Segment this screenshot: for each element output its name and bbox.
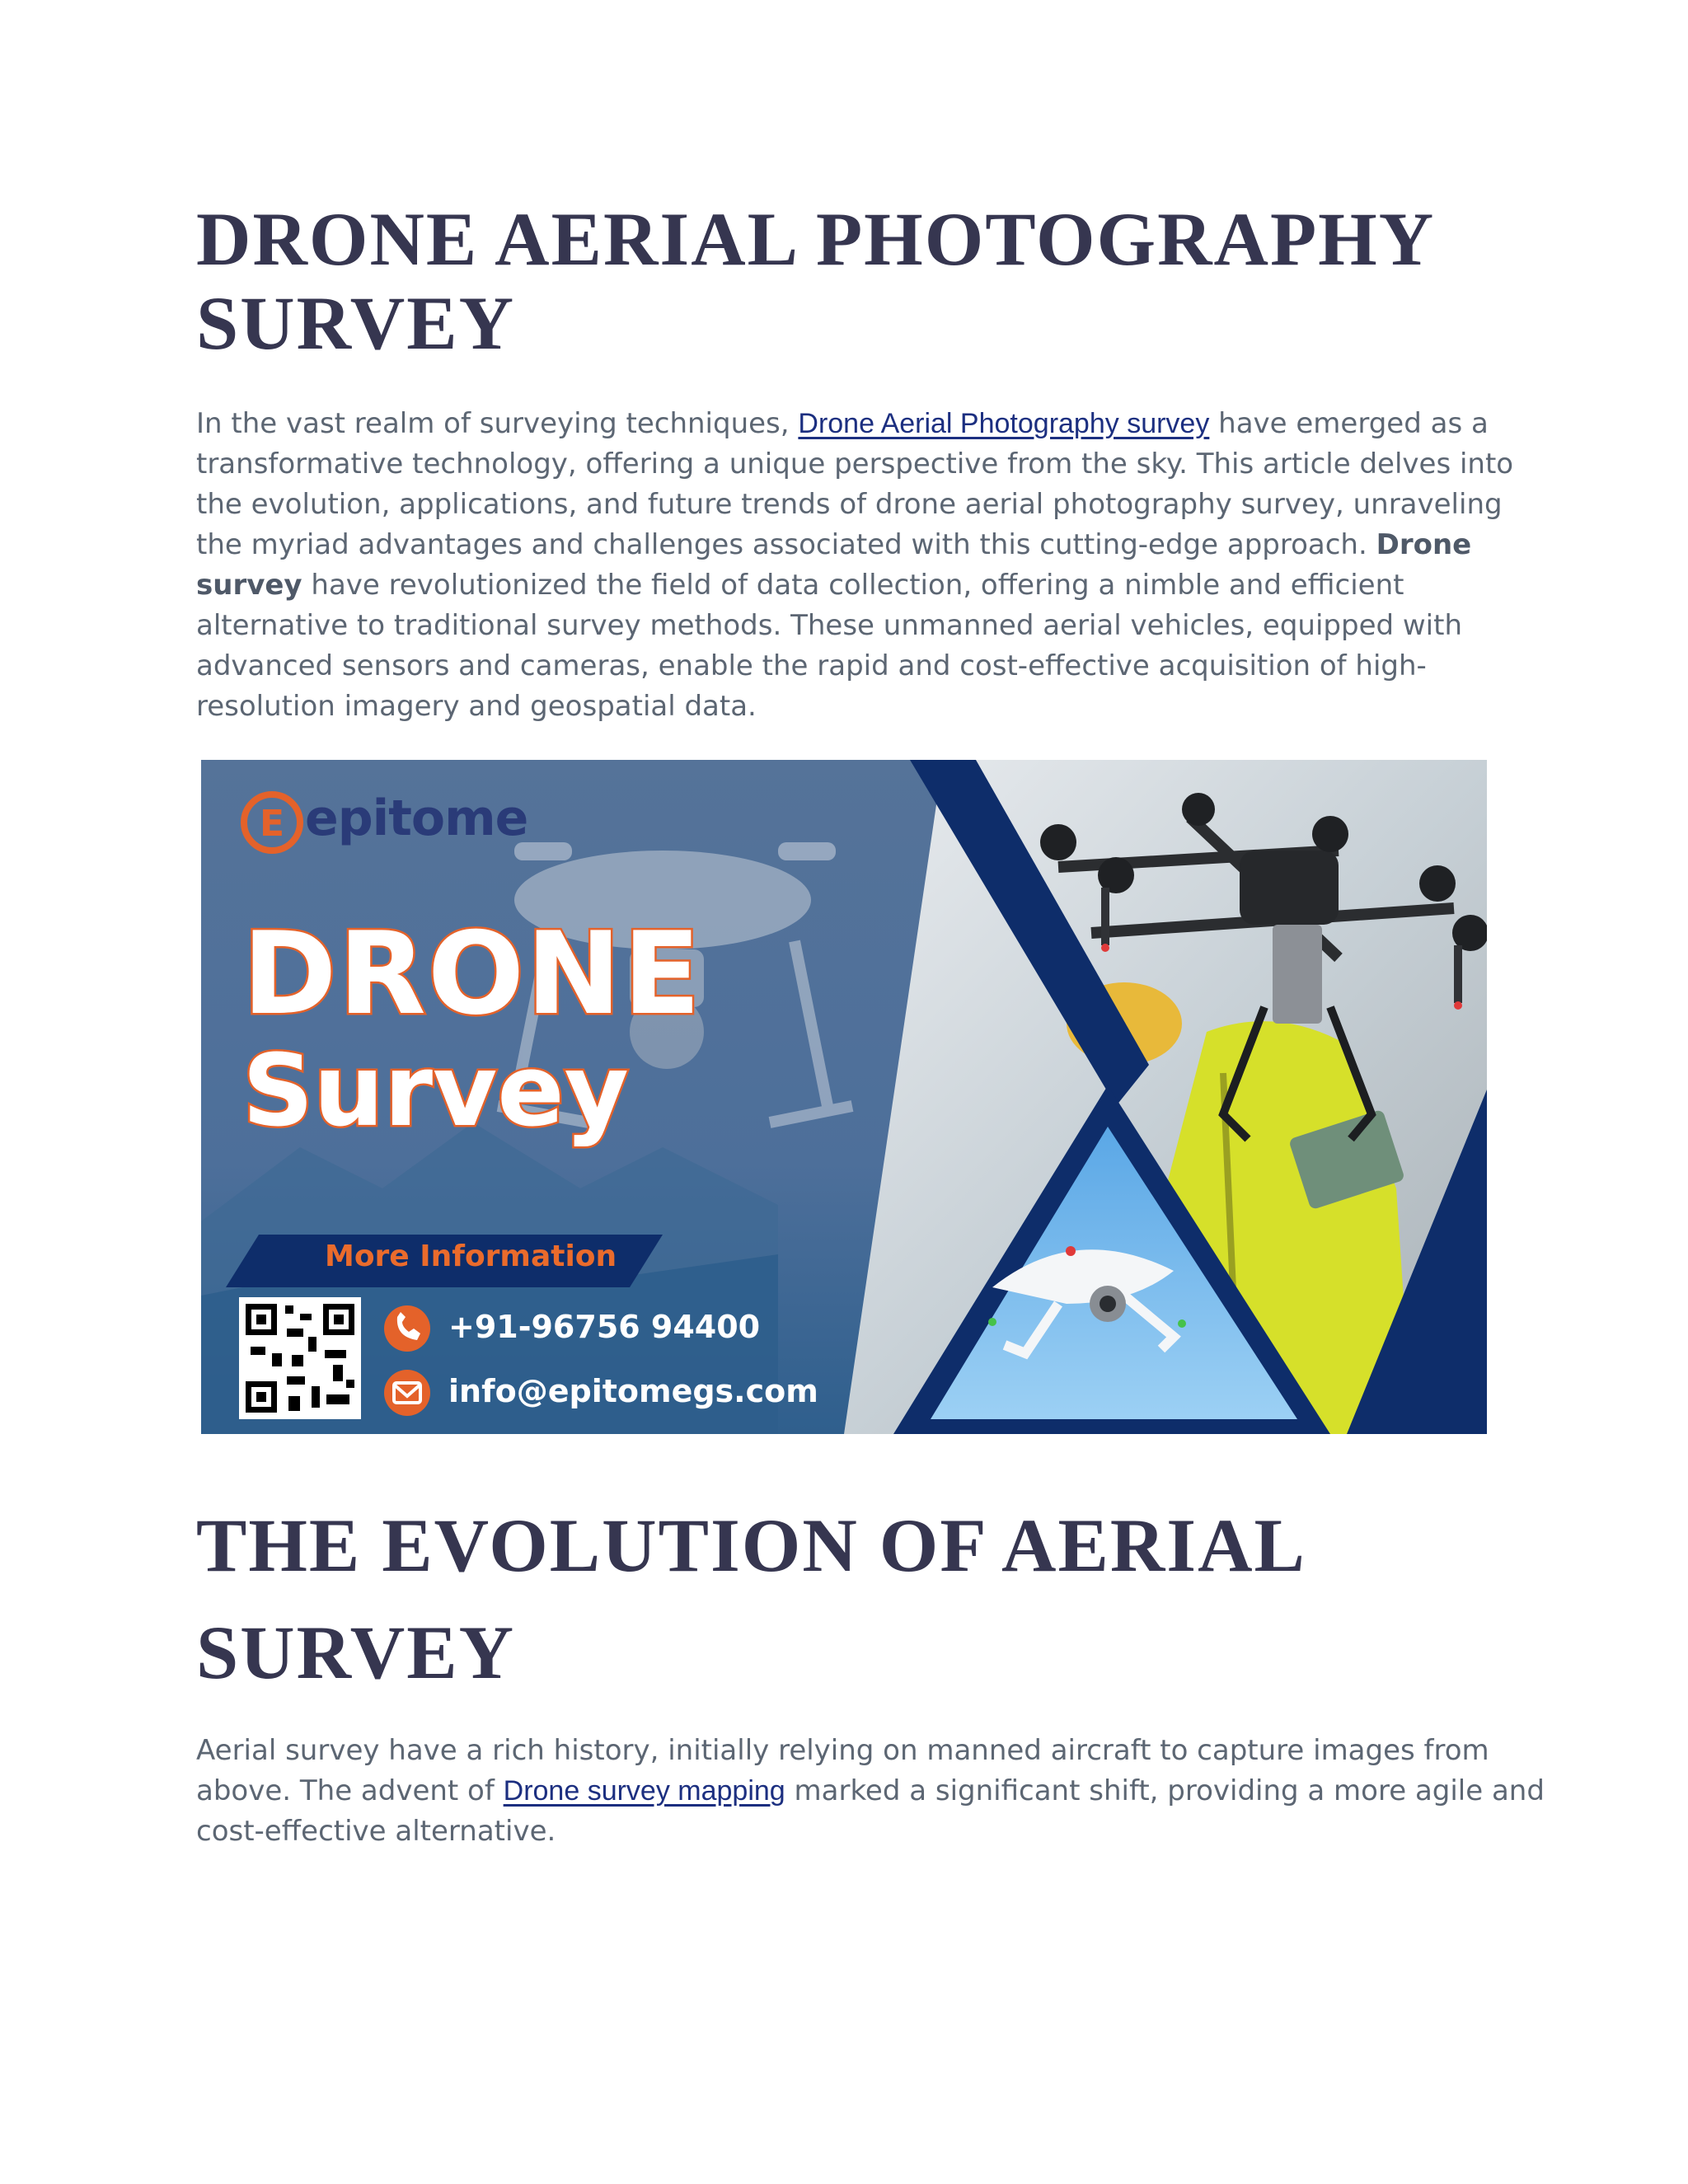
email-icon — [384, 1370, 430, 1416]
banner-email-address: info@epitomegs.com — [448, 1373, 818, 1409]
evolution-text: cost-effective alternative. — [196, 1815, 556, 1848]
page-title-line-2: SURVEY — [196, 281, 516, 365]
banner-headline-survey: Survey — [242, 1034, 629, 1149]
evolution-paragraph — [196, 1731, 1548, 1852]
intro-text: have emerged as a — [1209, 407, 1489, 440]
intro-text: alternative to traditional survey methods. These unmanned aerial vehicles, equipped with — [196, 609, 1463, 642]
drone-survey-mapping-link[interactable]: Drone survey mapping — [503, 1775, 785, 1807]
bold-term: survey — [196, 569, 302, 602]
svg-text:E: E — [259, 803, 285, 845]
intro-text: the evolution, applications, and future trends of drone aerial photography survey, unraveling — [196, 488, 1503, 521]
evolution-text: Aerial survey have a rich history, initially relying on manned aircraft to capture images from — [196, 1734, 1489, 1767]
intro-text: advanced sensors and cameras, enable the rapid and cost-effective acquisition of high- — [196, 649, 1427, 682]
intro-text: have revolutionized the field of data collection, offering a nimble and efficient — [302, 569, 1404, 602]
phone-icon — [384, 1305, 430, 1352]
bold-term: Drone — [1376, 528, 1472, 561]
intro-text: resolution imagery and geospatial data. — [196, 690, 757, 723]
banner-logo-text: epitome — [305, 790, 528, 847]
drone-aerial-photography-survey-link[interactable]: Drone Aerial Photography survey — [798, 408, 1210, 439]
qr-code-icon — [239, 1297, 361, 1419]
section-heading-line-1: THE EVOLUTION OF AERIAL — [196, 1503, 1306, 1587]
intro-paragraph — [196, 404, 1548, 727]
banner-more-information: More Information — [325, 1240, 617, 1273]
page-title-line-1: DRONE AERIAL PHOTOGRAPHY — [196, 197, 1436, 281]
intro-text: transformative technology, offering a unique perspective from the sky. This article delves into — [196, 448, 1514, 480]
banner-headline-drone: DRONE — [242, 907, 702, 1040]
intro-text: the myriad advantages and challenges associated with this cutting-edge approach. — [196, 528, 1376, 561]
banner-phone-number: +91-96756 94400 — [448, 1309, 761, 1345]
intro-text: In the vast realm of surveying techniques, — [196, 407, 799, 440]
evolution-text: above. The advent of — [196, 1774, 504, 1807]
drone-survey-banner-image — [201, 760, 1487, 1434]
evolution-text: marked a significant shift, providing a more agile and — [785, 1774, 1545, 1807]
section-heading-line-2: SURVEY — [196, 1610, 516, 1694]
